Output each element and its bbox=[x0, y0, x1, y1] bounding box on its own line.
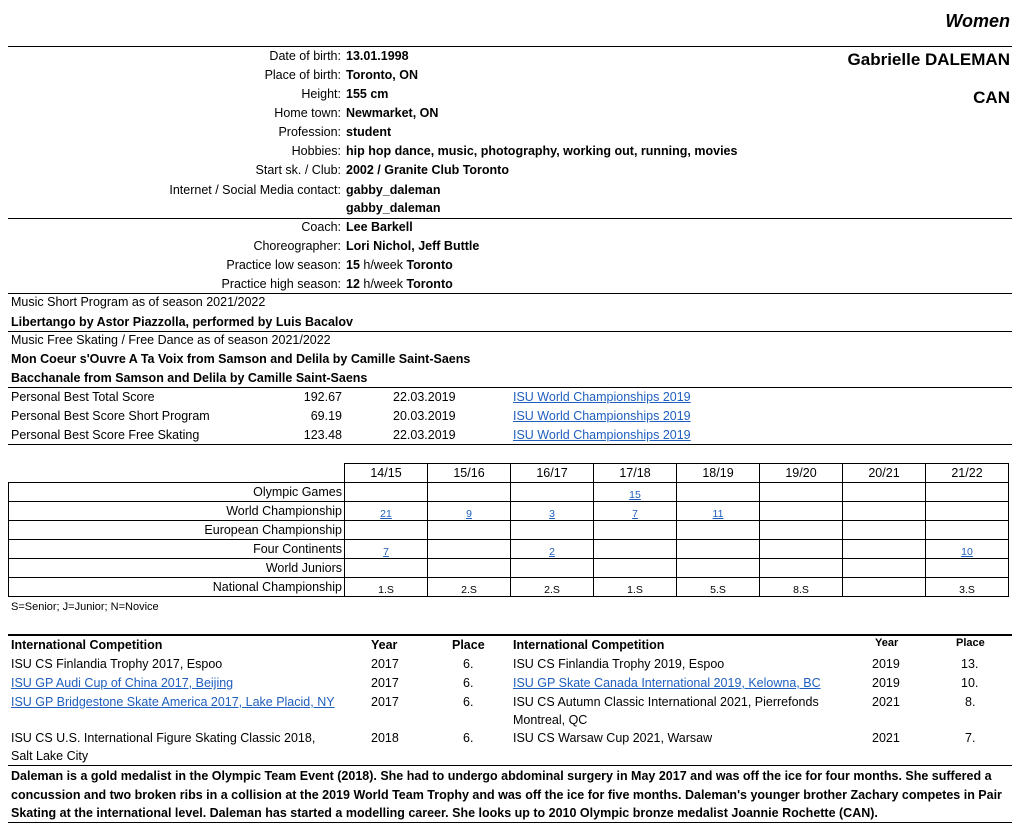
short-music-title: Libertango by Astor Piazzolla, performed by Luis Bacalov bbox=[11, 315, 353, 329]
pb-event-link[interactable]: ISU World Championships 2019 bbox=[513, 390, 691, 404]
pb-label: Personal Best Total Score bbox=[11, 390, 155, 404]
intl-competition-link[interactable]: ISU GP Audi Cup of China 2017, Beijing bbox=[11, 676, 234, 690]
category-title: Women bbox=[945, 11, 1010, 31]
result-cell: 8.S bbox=[760, 578, 843, 597]
result-cell bbox=[760, 483, 843, 502]
result-cell bbox=[677, 559, 760, 578]
table-row bbox=[9, 483, 1009, 502]
result-cell bbox=[843, 502, 926, 521]
bio-value: student bbox=[346, 125, 392, 139]
result-link[interactable]: 11 bbox=[712, 508, 724, 520]
event-name: National Championship bbox=[9, 578, 345, 597]
bio-value: 155 cm bbox=[346, 87, 389, 101]
intl-competition: ISU CS Finlandia Trophy 2017, Espoo bbox=[11, 657, 223, 671]
intl-place: 6. bbox=[463, 731, 474, 745]
result-cell bbox=[677, 483, 760, 502]
athlete-country: CAN bbox=[973, 88, 1010, 107]
intl-year: 2018 bbox=[371, 731, 399, 745]
result-cell bbox=[760, 540, 843, 559]
athlete-name: Gabrielle DALEMAN bbox=[847, 50, 1010, 69]
result-cell bbox=[843, 578, 926, 597]
intl-year: 2017 bbox=[371, 695, 399, 709]
season-header: 17/18 bbox=[594, 464, 677, 483]
free-music-title: Bacchanale from Samson and Delila by Camille Saint-Saens bbox=[11, 371, 368, 385]
intl-year: 2021 bbox=[872, 695, 900, 709]
table-row bbox=[9, 502, 1009, 521]
result-link[interactable]: 10 bbox=[961, 546, 973, 558]
bio-value: gabby_daleman bbox=[346, 183, 441, 197]
bio-label: Profession: bbox=[278, 125, 341, 139]
pb-date: 22.03.2019 bbox=[393, 390, 456, 404]
intl-place: 6. bbox=[463, 657, 474, 671]
coaching-rule bbox=[8, 293, 1012, 294]
pb-rule bbox=[8, 444, 1012, 445]
result-cell bbox=[926, 521, 1009, 540]
result-link[interactable]: 9 bbox=[466, 508, 472, 520]
choreographer-label: Choreographer: bbox=[253, 239, 341, 253]
intl-year-header: Year bbox=[875, 637, 899, 649]
intl-competition: Salt Lake City bbox=[11, 749, 89, 763]
result-cell: 1.S bbox=[594, 578, 677, 597]
result-cell[interactable] bbox=[345, 502, 428, 521]
result-cell bbox=[511, 483, 594, 502]
result-cell bbox=[345, 483, 428, 502]
pb-label: Personal Best Score Free Skating bbox=[11, 428, 200, 442]
result-link[interactable]: 2 bbox=[549, 546, 555, 558]
results-table bbox=[8, 463, 1009, 597]
result-cell: 5.S bbox=[677, 578, 760, 597]
bio-label: Home town: bbox=[274, 106, 341, 120]
bio-label: Date of birth: bbox=[269, 49, 341, 63]
table-row bbox=[9, 559, 1009, 578]
result-cell bbox=[843, 540, 926, 559]
intl-year: 2019 bbox=[872, 676, 900, 690]
table-row bbox=[9, 578, 1009, 597]
result-cell: 1.S bbox=[345, 578, 428, 597]
bio-label: Height: bbox=[301, 87, 341, 101]
bio-label: Hobbies: bbox=[291, 144, 341, 158]
practice-low-label: Practice low season: bbox=[226, 258, 341, 272]
result-cell bbox=[594, 559, 677, 578]
practice-low-value: 15 h/week Toronto bbox=[346, 258, 453, 272]
season-header-row bbox=[9, 464, 1009, 483]
result-cell bbox=[843, 483, 926, 502]
season-header: 15/16 bbox=[428, 464, 511, 483]
result-cell[interactable] bbox=[428, 502, 511, 521]
season-header: 21/22 bbox=[926, 464, 1009, 483]
result-cell[interactable] bbox=[345, 540, 428, 559]
intl-competition-link[interactable]: ISU GP Skate Canada International 2019, Kelowna, BC bbox=[513, 676, 821, 690]
table-row bbox=[9, 540, 1009, 559]
pb-score: 123.48 bbox=[303, 428, 342, 442]
bio-value: hip hop dance, music, photography, working out, running, movies bbox=[346, 144, 738, 158]
result-cell bbox=[926, 559, 1009, 578]
result-cell bbox=[428, 559, 511, 578]
result-cell[interactable] bbox=[677, 502, 760, 521]
result-cell bbox=[760, 521, 843, 540]
event-name: Olympic Games bbox=[9, 483, 345, 502]
result-cell bbox=[677, 521, 760, 540]
intl-year: 2019 bbox=[872, 657, 900, 671]
result-cell bbox=[677, 540, 760, 559]
season-header: 16/17 bbox=[511, 464, 594, 483]
result-link[interactable]: 7 bbox=[632, 508, 638, 520]
notes-top-rule bbox=[8, 765, 1012, 766]
coach-label: Coach: bbox=[301, 220, 341, 234]
result-link[interactable]: 15 bbox=[629, 489, 641, 501]
result-cell: 2.S bbox=[428, 578, 511, 597]
event-name: Four Continents bbox=[9, 540, 345, 559]
result-cell bbox=[511, 521, 594, 540]
pb-date: 22.03.2019 bbox=[393, 428, 456, 442]
intl-competition-link[interactable]: ISU GP Bridgestone Skate America 2017, Lake Placid, NY bbox=[11, 695, 335, 709]
table-row bbox=[9, 521, 1009, 540]
bio-value: Toronto, ON bbox=[346, 68, 418, 82]
bio-label: Place of birth: bbox=[264, 68, 341, 82]
result-cell: 2.S bbox=[511, 578, 594, 597]
result-link[interactable]: 7 bbox=[383, 546, 389, 558]
result-cell bbox=[760, 502, 843, 521]
intl-year: 2017 bbox=[371, 676, 399, 690]
result-cell[interactable] bbox=[926, 540, 1009, 559]
result-cell bbox=[760, 559, 843, 578]
free-music-heading: Music Free Skating / Free Dance as of season 2021/2022 bbox=[11, 333, 331, 347]
athlete-notes: Daleman is a gold medalist in the Olympic Team Event (2018). She had to undergo abdominal surgery in May 2017 and was off the ice for four months. She suffered a concussion and two broken ribs in a collision at the 2019 World Team Trophy and was off the ice for five months. Daleman's younger brother Zachary competes in Pair Skating at the international level. Daleman has started a modelling career. She looks up to 2010 Olympic bronze medalist Joannie Rochette (CAN). bbox=[11, 769, 1002, 820]
notes-bottom-rule bbox=[8, 822, 1012, 823]
season-header: 18/19 bbox=[677, 464, 760, 483]
pb-score: 192.67 bbox=[303, 390, 342, 404]
result-cell bbox=[428, 483, 511, 502]
intl-place: 6. bbox=[463, 695, 474, 709]
event-name: World Juniors bbox=[9, 559, 345, 578]
intl-place-header: Place bbox=[956, 637, 985, 649]
results-legend: S=Senior; J=Junior; N=Novice bbox=[11, 601, 159, 613]
intl-competition: ISU CS U.S. International Figure Skating Classic 2018, bbox=[11, 731, 316, 745]
bio-value: 2002 / Granite Club Toronto bbox=[346, 163, 509, 177]
choreographer-value: Lori Nichol, Jeff Buttle bbox=[346, 239, 480, 253]
intl-place: 7. bbox=[965, 731, 976, 745]
intl-year: 2017 bbox=[371, 657, 399, 671]
intl-place-header: Place bbox=[452, 638, 485, 652]
intl-place: 6. bbox=[463, 676, 474, 690]
bio-value: 13.01.1998 bbox=[346, 49, 409, 63]
pb-event-link[interactable]: ISU World Championships 2019 bbox=[513, 428, 691, 442]
practice-high-label: Practice high season: bbox=[221, 277, 341, 291]
result-cell[interactable] bbox=[511, 502, 594, 521]
season-header: 20/21 bbox=[843, 464, 926, 483]
intl-heading: International Competition bbox=[11, 638, 163, 652]
intl-competition: ISU CS Finlandia Trophy 2019, Espoo bbox=[513, 657, 725, 671]
header-rule bbox=[8, 46, 1012, 47]
result-cell bbox=[428, 521, 511, 540]
intl-year: 2021 bbox=[872, 731, 900, 745]
result-cell[interactable] bbox=[594, 502, 677, 521]
pb-score: 69.19 bbox=[310, 409, 342, 423]
intl-competition: ISU CS Autumn Classic International 2021, Pierrefonds bbox=[513, 695, 819, 709]
bio-label: Start sk. / Club: bbox=[255, 163, 341, 177]
coach-value: Lee Barkell bbox=[346, 220, 413, 234]
result-cell bbox=[843, 559, 926, 578]
bio-value: Newmarket, ON bbox=[346, 106, 439, 120]
result-link[interactable]: 3 bbox=[549, 508, 555, 520]
pb-date: 20.03.2019 bbox=[393, 409, 456, 423]
music-rule bbox=[8, 331, 1012, 332]
result-cell bbox=[594, 521, 677, 540]
pb-label: Personal Best Score Short Program bbox=[11, 409, 210, 423]
free-music-title: Mon Coeur s'Ouvre A Ta Voix from Samson and Delila by Camille Saint-Saens bbox=[11, 352, 471, 366]
event-name: World Championship bbox=[9, 502, 345, 521]
season-header: 19/20 bbox=[760, 464, 843, 483]
intl-competition: Montreal, QC bbox=[513, 713, 588, 727]
table-corner bbox=[9, 464, 345, 483]
season-header: 14/15 bbox=[345, 464, 428, 483]
result-cell bbox=[926, 502, 1009, 521]
result-cell bbox=[594, 540, 677, 559]
intl-heading: International Competition bbox=[513, 638, 665, 652]
result-link[interactable]: 21 bbox=[380, 508, 392, 520]
event-name: European Championship bbox=[9, 521, 345, 540]
intl-year-header: Year bbox=[371, 638, 398, 652]
pb-event-link[interactable]: ISU World Championships 2019 bbox=[513, 409, 691, 423]
bio-label: Internet / Social Media contact: bbox=[169, 183, 341, 197]
short-music-heading: Music Short Program as of season 2021/2022 bbox=[11, 295, 266, 309]
intl-place: 8. bbox=[965, 695, 976, 709]
intl-place: 10. bbox=[961, 676, 979, 690]
bio-value: gabby_daleman bbox=[346, 201, 441, 215]
practice-high-value: 12 h/week Toronto bbox=[346, 277, 453, 291]
result-cell bbox=[843, 521, 926, 540]
intl-rule bbox=[8, 634, 1012, 636]
result-cell: 3.S bbox=[926, 578, 1009, 597]
music-free-rule bbox=[8, 387, 1012, 388]
intl-place: 13. bbox=[961, 657, 979, 671]
result-cell bbox=[428, 540, 511, 559]
intl-competition: ISU CS Warsaw Cup 2021, Warsaw bbox=[513, 731, 713, 745]
result-cell bbox=[926, 483, 1009, 502]
result-cell[interactable] bbox=[511, 540, 594, 559]
result-cell[interactable] bbox=[594, 483, 677, 502]
bio-rule bbox=[8, 218, 1012, 219]
result-cell bbox=[345, 559, 428, 578]
result-cell bbox=[345, 521, 428, 540]
result-cell bbox=[511, 559, 594, 578]
